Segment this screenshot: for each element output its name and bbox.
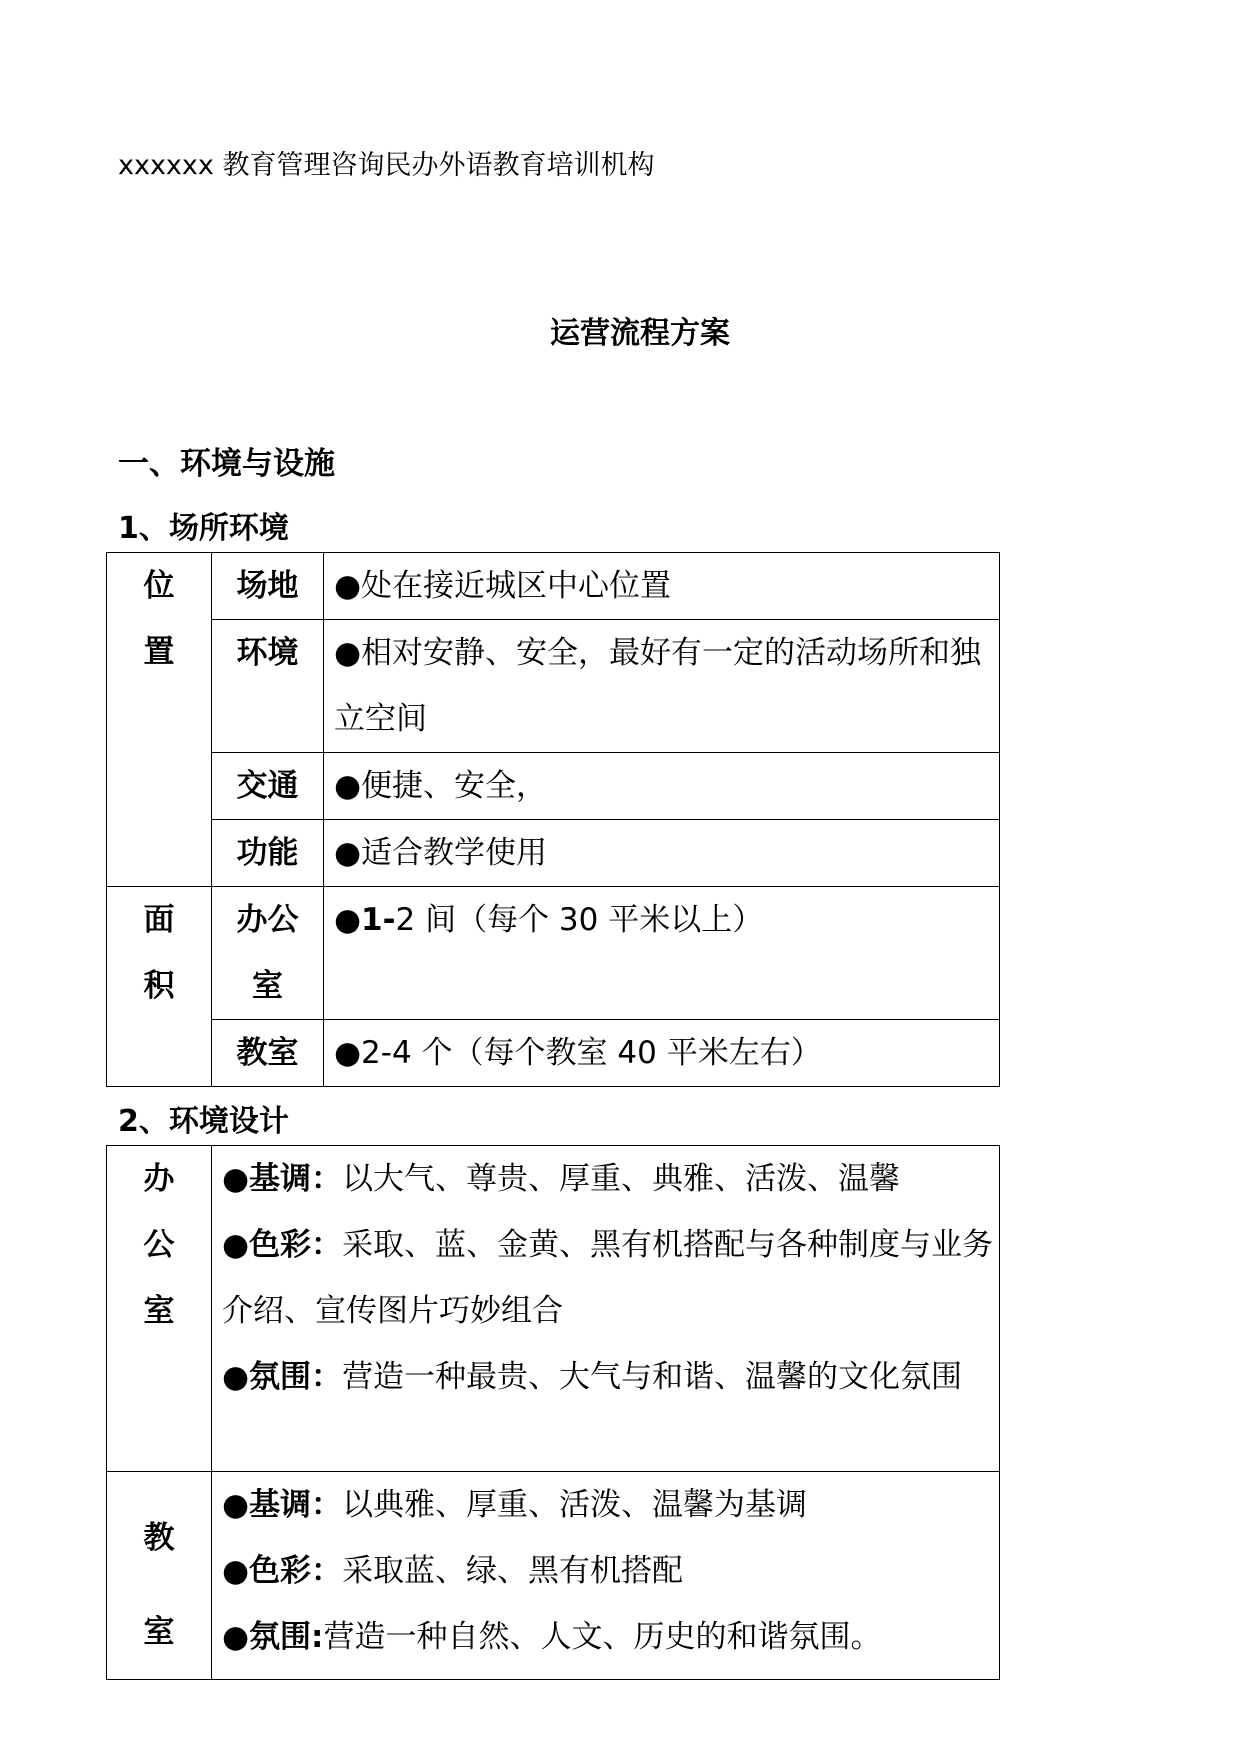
design-item-tone bbox=[222, 1472, 999, 1538]
category-location bbox=[107, 553, 212, 887]
row-label-classroom: 教室 bbox=[212, 1020, 324, 1087]
design-category-office-char: 室 bbox=[143, 1293, 175, 1329]
row-value-classroom: ●2-4 个（每个教室 40 平米左右） bbox=[324, 1020, 1000, 1087]
design-item-text: 采取、蓝、金黄、黑有机搭配与各种制度与业务介绍、宣传图片巧妙组合 bbox=[222, 1227, 994, 1329]
row-value-office bbox=[324, 887, 1000, 1020]
row-label-function: 功能 bbox=[212, 820, 324, 887]
venue-environment-table bbox=[106, 552, 1000, 1087]
row-value-site: ●处在接近城区中心位置 bbox=[324, 553, 1000, 620]
design-item-key: ●氛围： bbox=[222, 1359, 343, 1395]
design-item-key: ●色彩： bbox=[222, 1227, 343, 1263]
design-item-text: 采取蓝、绿、黑有机搭配 bbox=[342, 1553, 684, 1589]
row-label-office bbox=[212, 887, 324, 1020]
design-category-office-char: 公 bbox=[143, 1227, 175, 1263]
section-heading: 一、环境与设施 bbox=[118, 446, 335, 482]
office-count-text: 2 间（每个 30 平米以上） bbox=[395, 902, 764, 938]
row-label-environment: 环境 bbox=[212, 620, 324, 753]
design-item-tone bbox=[222, 1146, 999, 1212]
design-item-text: 营造一种自然、人文、历史的和谐氛围。 bbox=[323, 1619, 882, 1655]
office-count-prefix: ●1- bbox=[334, 902, 396, 938]
category-location-char: 位 bbox=[143, 568, 175, 604]
design-item-atmosphere bbox=[222, 1604, 999, 1670]
design-office-details bbox=[212, 1146, 1000, 1472]
design-item-color bbox=[222, 1538, 999, 1604]
design-item-color bbox=[222, 1212, 999, 1344]
row-label-office-part: 办公 bbox=[236, 902, 299, 938]
row-value-environment: ●相对安静、安全，最好有一定的活动场所和独立空间 bbox=[324, 620, 1000, 753]
subsection-heading-design: 2、环境设计 bbox=[118, 1104, 289, 1139]
row-label-office-part: 室 bbox=[252, 968, 283, 1004]
environment-design-table bbox=[106, 1145, 1000, 1680]
organization-name: xxxxxx 教育管理咨询民办外语教育培训机构 bbox=[118, 150, 655, 181]
design-item-text: 以大气、尊贵、厚重、典雅、活泼、温馨 bbox=[342, 1161, 901, 1197]
subsection-heading-venue: 1、场所环境 bbox=[118, 511, 289, 546]
row-value-traffic: ●便捷、安全， bbox=[324, 753, 1000, 820]
row-label-site: 场地 bbox=[212, 553, 324, 620]
row-label-traffic: 交通 bbox=[212, 753, 324, 820]
design-classroom-details bbox=[212, 1472, 1000, 1680]
design-item-text: 以典雅、厚重、活泼、温馨为基调 bbox=[342, 1487, 808, 1523]
design-item-key: ●基调： bbox=[222, 1487, 343, 1523]
design-category-office-char: 办 bbox=[143, 1161, 175, 1197]
design-category-classroom-char: 教 bbox=[143, 1520, 175, 1556]
category-area-char: 积 bbox=[143, 968, 175, 1004]
design-item-atmosphere bbox=[222, 1344, 999, 1410]
design-item-text: 营造一种最贵、大气与和谐、温馨的文化氛围 bbox=[342, 1359, 963, 1395]
design-item-key: ●色彩： bbox=[222, 1553, 343, 1589]
row-value-function: ●适合教学使用 bbox=[324, 820, 1000, 887]
design-item-key: ●氛围: bbox=[222, 1619, 324, 1655]
category-area bbox=[107, 887, 212, 1087]
category-area-char: 面 bbox=[143, 902, 175, 938]
design-category-office bbox=[107, 1146, 212, 1472]
document-title: 运营流程方案 bbox=[550, 316, 730, 351]
design-item-key: ●基调： bbox=[222, 1161, 343, 1197]
design-category-classroom bbox=[107, 1472, 212, 1680]
category-location-char: 置 bbox=[143, 634, 175, 670]
design-category-classroom-char: 室 bbox=[143, 1614, 175, 1650]
